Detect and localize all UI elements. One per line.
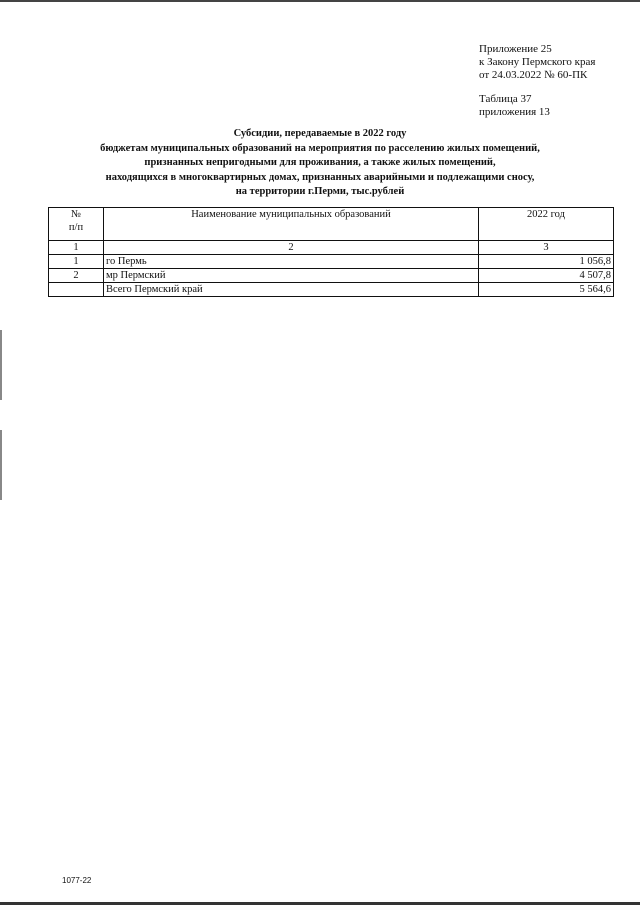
left-scan-mark [0, 430, 2, 500]
index-cell: 1 [49, 241, 104, 255]
table-row [49, 269, 614, 283]
table-row [49, 255, 614, 269]
row-value-cell: 4 507,8 [479, 269, 614, 283]
row-name-cell: го Пермь [104, 255, 479, 269]
row-name-cell: Всего Пермский край [104, 283, 479, 297]
index-cell: 3 [479, 241, 614, 255]
row-value-cell: 1 056,8 [479, 255, 614, 269]
row-name-cell: мр Пермский [104, 269, 479, 283]
title-line: находящихся в многоквартирных домах, признанных аварийными и подлежащими сносу, [105, 171, 535, 183]
header-num-cell [49, 208, 104, 241]
top-scan-border [0, 0, 640, 2]
table-header-row [49, 208, 614, 241]
left-scan-mark [0, 330, 2, 400]
title-line: на территории г.Перми, тыс.рублей [235, 186, 405, 197]
header-name-cell: Наименование муниципальных образований [104, 208, 479, 241]
title-line: признанных непригодными для проживания, а также жилых помещений, [144, 157, 496, 168]
appendix-line: от 24.03.2022 № 60-ПК [479, 69, 588, 81]
title-line: Субсидии, передаваемые в 2022 году [233, 128, 407, 139]
table-total-row [49, 283, 614, 297]
row-num-cell [49, 283, 104, 297]
header-num-abbr: п/п [68, 222, 84, 233]
title-line: бюджетам муниципальных образований на мероприятия по расселению жилых помещений, [100, 142, 540, 154]
table-index-row [49, 241, 614, 255]
appendix-line: Приложение 25 [479, 43, 552, 55]
row-value-cell: 5 564,6 [479, 283, 614, 297]
table-ref-line: приложения 13 [479, 106, 550, 118]
header-num-symbol: № [70, 209, 82, 220]
row-num-cell: 1 [49, 255, 104, 269]
appendix-reference [479, 43, 595, 82]
document-code: 1077-22 [62, 876, 92, 885]
row-num-cell: 2 [49, 269, 104, 283]
table-reference [479, 93, 550, 119]
table-ref-line: Таблица 37 [479, 93, 532, 105]
header-year-cell: 2022 год [479, 208, 614, 241]
document-title [60, 127, 580, 200]
subsidies-table [48, 207, 614, 297]
index-cell: 2 [104, 241, 479, 255]
appendix-line: к Закону Пермского края [479, 56, 596, 68]
